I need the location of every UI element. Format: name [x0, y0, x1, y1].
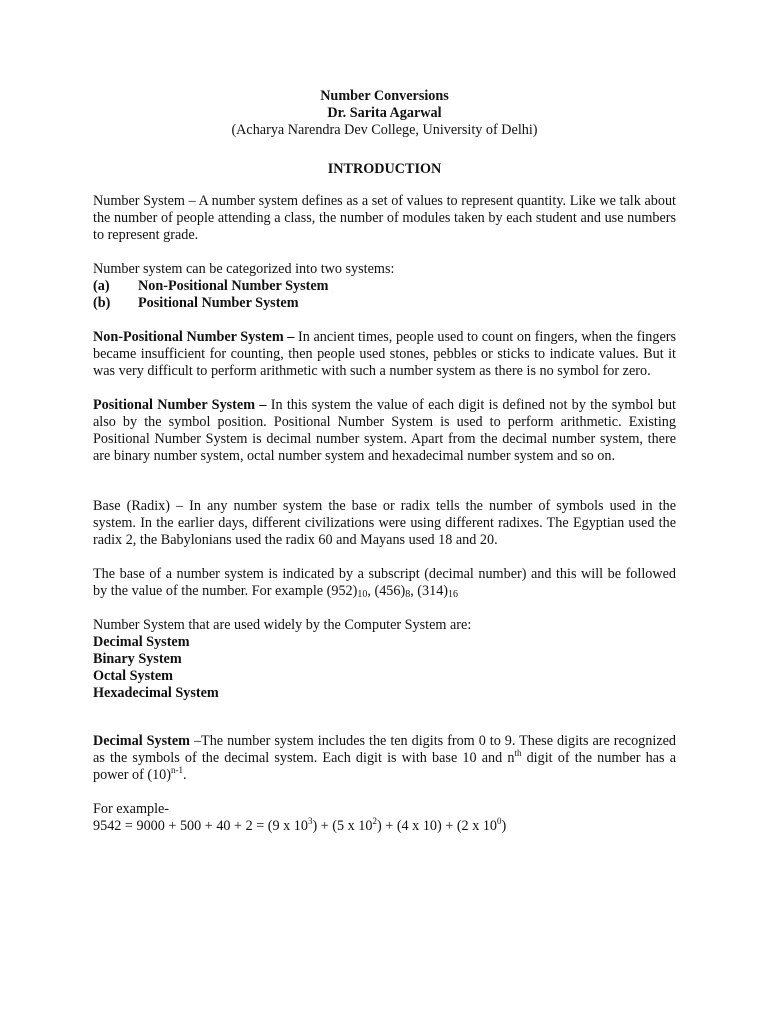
equation-part: ) — [501, 818, 507, 834]
section-heading-introduction: INTRODUCTION — [327, 161, 442, 177]
example-3-base: 16 — [448, 589, 459, 600]
paragraph-base-radix — [93, 498, 676, 549]
system-item: Hexadecimal System — [93, 685, 219, 701]
exponent: 2 — [372, 816, 377, 826]
list-item-text: Non-Positional Number System — [138, 278, 329, 294]
document-affiliation: (Acharya Narendra Dev College, University of Delhi) — [231, 122, 538, 138]
term-base-radix: Base (Radix) – — [93, 498, 184, 514]
term-positional: Positional Number System – — [93, 397, 267, 413]
system-item: Octal System — [93, 668, 173, 684]
paragraph-widely-used: Number System that are used widely by the Computer System are: — [93, 617, 472, 633]
example-label: For example- — [93, 801, 170, 817]
example-1: (952) — [326, 583, 358, 599]
category-list — [93, 278, 676, 312]
paragraph-text: . — [183, 767, 187, 783]
term-decimal-system: Decimal System — [93, 733, 190, 749]
equation-part: ) + (5 x 10 — [312, 818, 373, 834]
example-1-base: 10 — [357, 589, 368, 600]
paragraph-text: digit of the number has a power of (10) — [93, 750, 676, 783]
separator: , — [367, 583, 375, 599]
equation-part: 9542 = 9000 + 500 + 40 + 2 = (9 x 10 — [93, 818, 308, 834]
paragraph-decimal-system — [93, 733, 676, 784]
list-item-label: (b) — [93, 295, 111, 311]
example-3: (314) — [417, 583, 449, 599]
example-equation — [93, 818, 676, 835]
term-non-positional: Non-Positional Number System – — [93, 329, 295, 345]
exponent: 3 — [307, 816, 313, 826]
paragraph-positional — [93, 397, 676, 465]
paragraph-non-positional — [93, 329, 676, 380]
document-title: Number Conversions — [320, 88, 449, 104]
paragraph-categorized: Number system can be categorized into two systems: — [93, 261, 395, 277]
superscript-th: th — [514, 748, 522, 758]
system-item: Binary System — [93, 651, 182, 667]
paragraph-text: In ancient times, people used to count on fingers, when the fingers became insufficient for counting, then people used stones, pebbles or sticks to indicate values. But it was very difficult to perform arithmetic with such a number system as there is no symbol for zero. — [93, 329, 676, 379]
paragraph-text: In this system the value of each digit is defined not by the symbol but also by the symbol position. Positional Number System is used to perform arithmetic. Existing Positional Number System is decimal number system. Apart from the decimal number system, there are binary number system, octal number system and hexadecimal number system and so on. — [93, 397, 676, 464]
example-2: (456) — [374, 583, 406, 599]
superscript-n-1: n-1 — [171, 765, 184, 775]
system-item: Decimal System — [93, 634, 190, 650]
example-2-base: 8 — [405, 589, 411, 600]
paragraph-text: –The number system includes the ten digits from 0 to 9. These digits are recognized as the symbols of the decimal system. Each digit is with base 10 and n — [93, 733, 677, 766]
paragraph-text: In any number system the base or radix tells the number of symbols used in the system. In the earlier days, different civilizations were using different radixes. The Egyptian used the radix 2, the Babylonians used the radix 60 and Mayans used 18 and 20. — [93, 498, 677, 548]
paragraph-subscript — [93, 566, 676, 600]
list-item-text: Positional Number System — [138, 295, 299, 311]
systems-list — [93, 634, 676, 702]
list-item — [93, 278, 676, 295]
paragraph-number-system — [93, 193, 676, 244]
document-author: Dr. Sarita Agarwal — [327, 105, 442, 121]
list-item — [93, 295, 676, 312]
equation-part: ) + (4 x 10) + (2 x 10 — [377, 818, 498, 834]
separator: , — [410, 583, 418, 599]
term-number-system: Number System — [93, 193, 185, 209]
paragraph-text: The base of a number system is indicated by a subscript (decimal number) and this will be followed by the value of the number. For example — [93, 566, 676, 599]
exponent: 0 — [497, 816, 502, 826]
document-header — [93, 88, 676, 139]
paragraph-text: – A number system defines as a set of values to represent quantity. Like we talk about the number of people attending a class, the number of modules taken by each student and use numbers to represent grade. — [93, 193, 676, 243]
list-item-label: (a) — [93, 278, 110, 294]
